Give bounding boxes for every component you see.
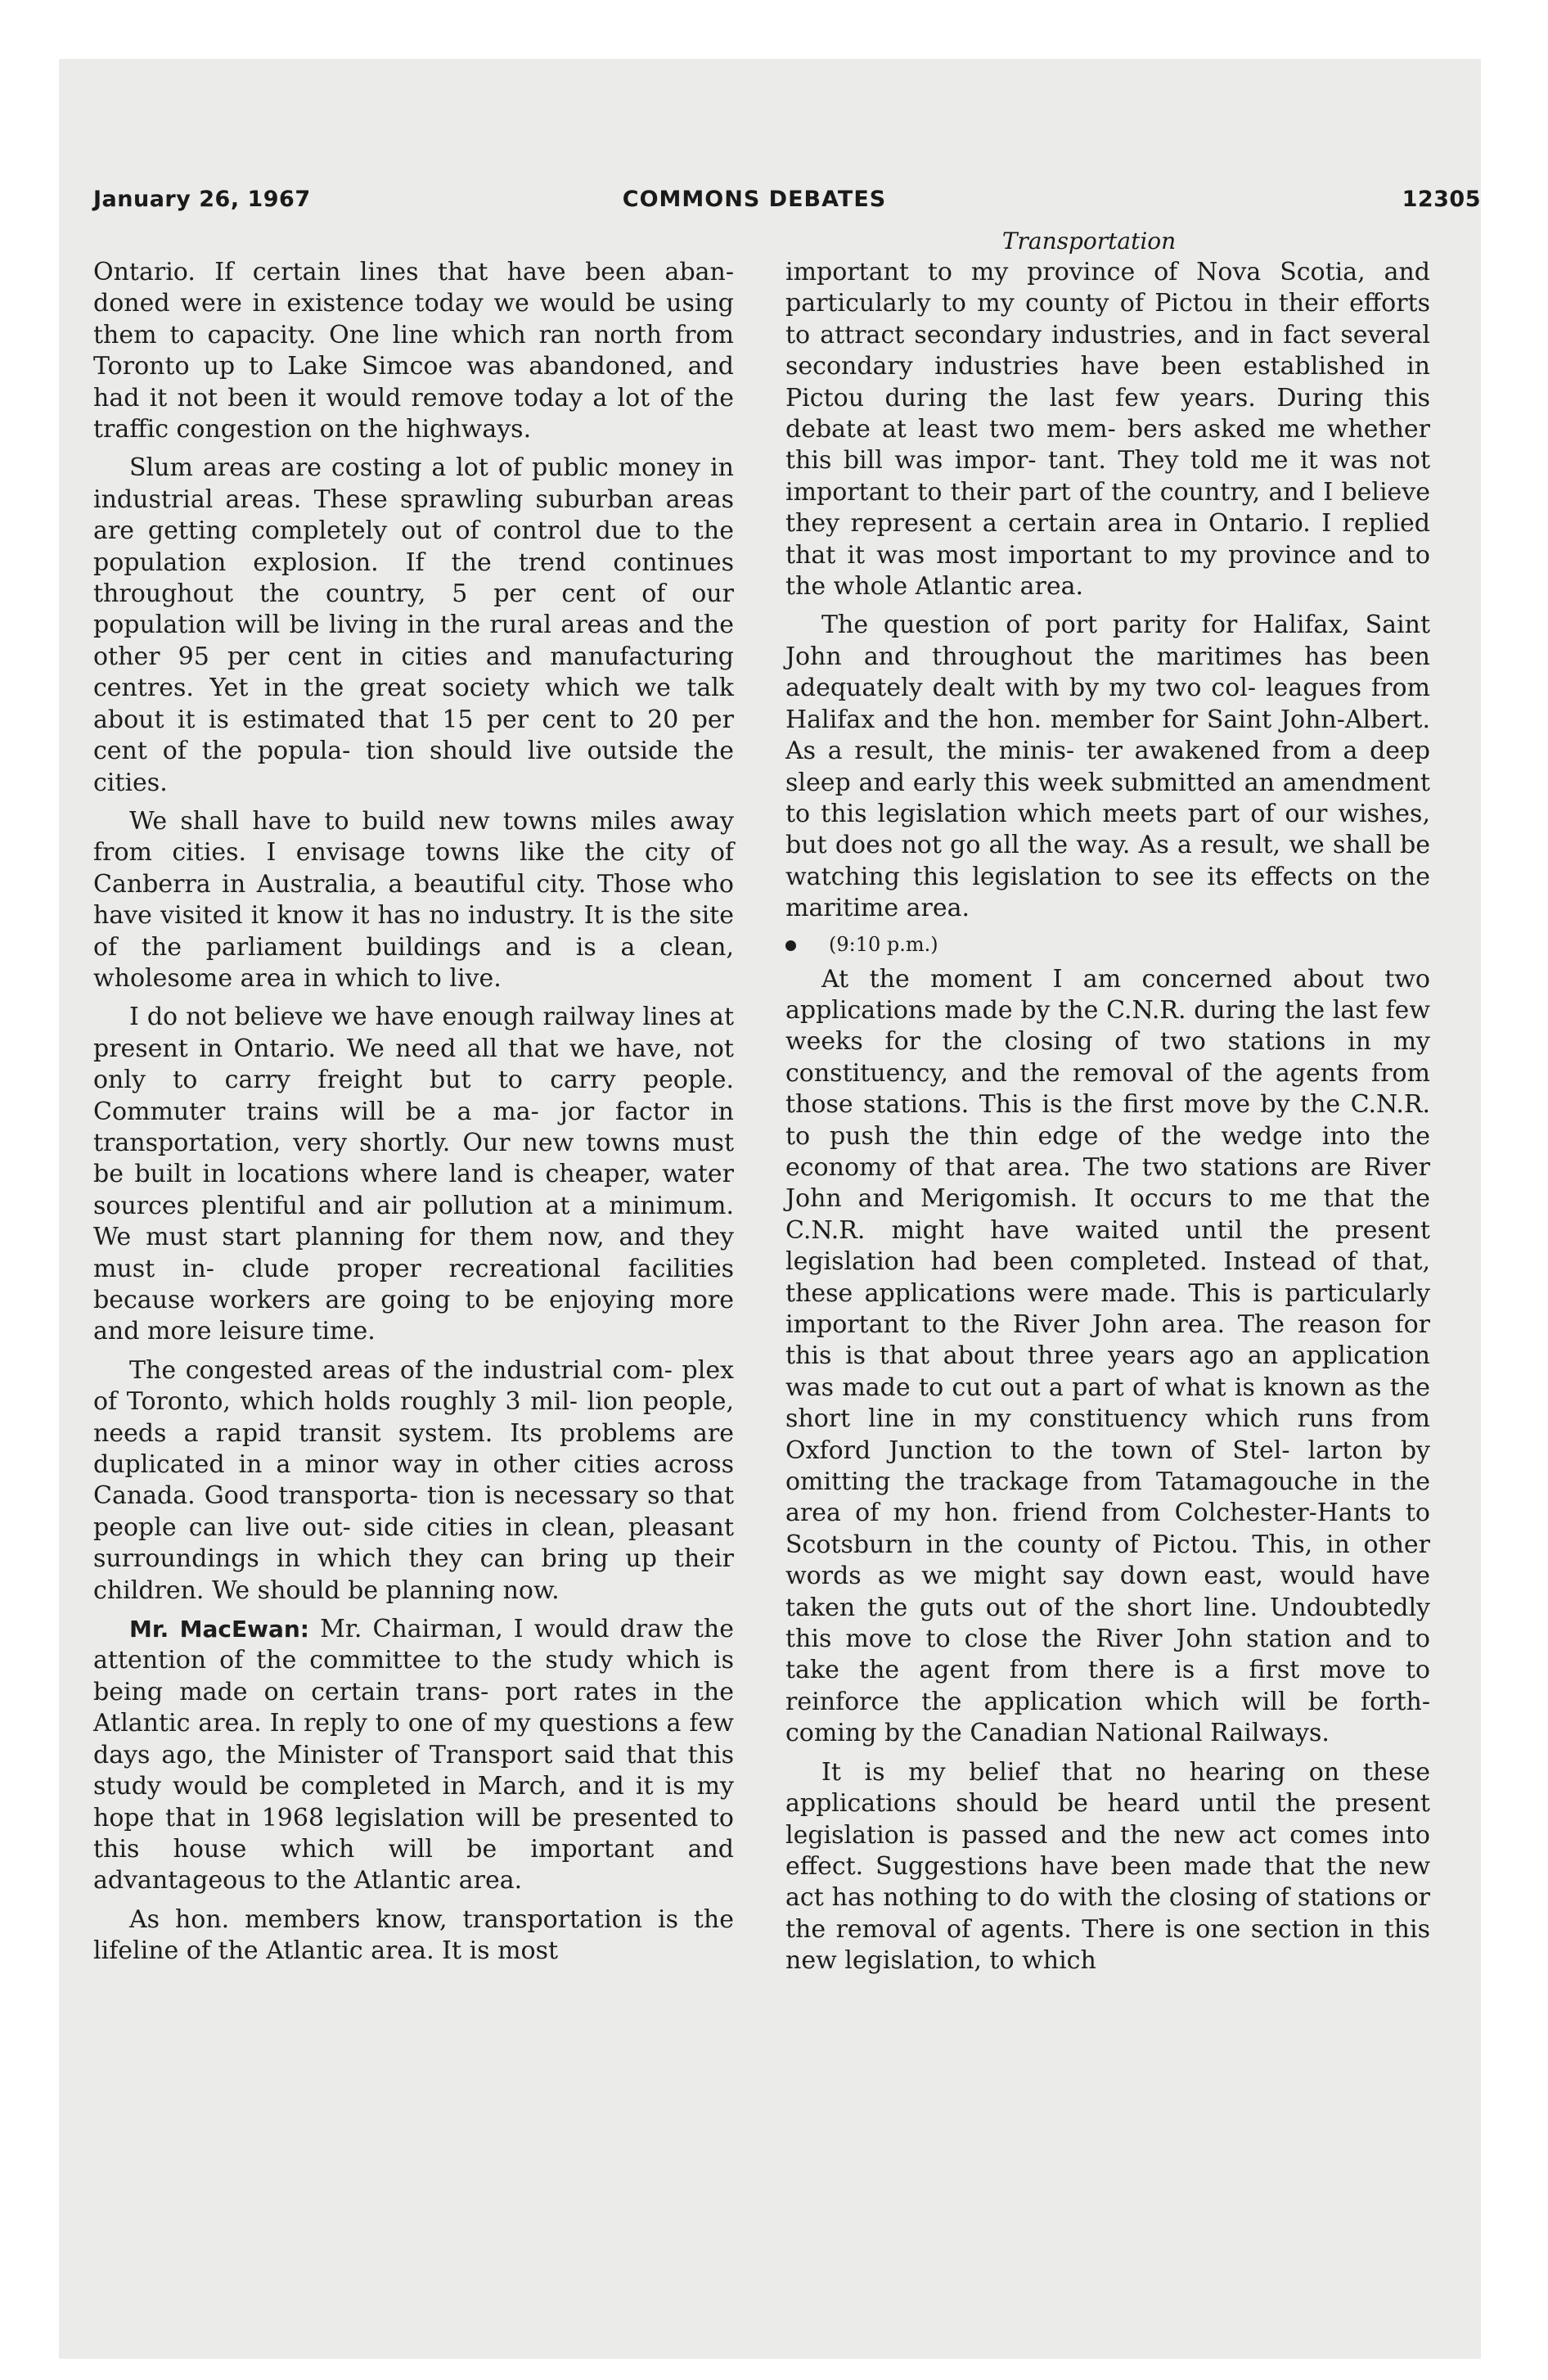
paragraph: At the moment I am concerned about two applications made by the C.N.R. during the last few weeks for the closing of two stations in my constituency, and the removal of the agents from those stations. This is the first move by the C.N.R. to push the thin edge of the wedge into the economy of that area. The two stations are River John and Merigomish. It occurs to me that the C.N.R. might have waited until the present legislation had been completed. Instead of that, these applications were made. This is particularly important to the River John area. The reason for this is that about three years ago an application was made to cut out a part of what is known as the short line in my constituency which runs from Oxford Junction to the town of Stel- larton by omitting the trackage from Tatamagouche in the area of my hon. friend from Colchester-Hants to Scotsburn in the county of Pictou. This, in other words as we might say down east, would have taken the guts out of the short line. Undoubtedly this move to close the River John station and to take the agent from there is a first move to reinforce the application which will be forth- coming by the Canadian National Railways. (785, 964, 1430, 1748)
paragraph: We shall have to build new towns miles away from cities. I envisage towns like the city of Canberra in Australia, a beautiful city. Those who have visited it know it has no industry. It is the site of the parliament buildings and is a clean, wholesome area in which to live. (93, 806, 734, 993)
paragraph: It is my belief that no hearing on these applications should be heard until the present legislation is passed and the new act comes into effect. Suggestions have been made that the new act has nothing to do with the closing of stations or the removal of agents. There is one section in this new legislation, to which (785, 1757, 1430, 1976)
header-title: COMMONS DEBATES (622, 187, 887, 212)
time-stamp-text: (9:10 p.m.) (829, 932, 938, 956)
bullet-icon (785, 940, 796, 951)
paragraph: The question of port parity for Halifax, Saint John and throughout the maritimes has been adequately dealt with by my two col- leagues from Halifax and the hon. member for Saint John-Albert. As a result, the minis- ter awakened from a deep sleep and early this week submitted an amendment to this legislation which meets part of our wishes, but does not go all the way. As a result, we shall be watching this legislation to see its effects on the maritime area. (785, 611, 1430, 923)
header-date: January 26, 1967 (93, 187, 311, 212)
paragraph: important to my province of Nova Scotia, and particularly to my county of Pictou in their efforts to attract secondary industries, and in fact several secondary industries have been established in Pictou during the last few years. During this debate at least two mem- bers asked me whether this bill was impor- tant. They told me it was not important to their part of the country, and I believe they represent a certain area in Ontario. I replied that it was most important to my province and to the whole Atlantic area. (785, 258, 1430, 602)
paragraph: Ontario. If certain lines that have been aban- doned were in existence today we would be using them to capacity. One line which ran north from Toronto up to Lake Simcoe was abandoned, and had it not been it would remove today a lot of the traffic congestion on the highways. (93, 258, 734, 444)
speaker-name: Mr. MacEwan: (129, 1616, 309, 1643)
paragraph: As hon. members know, transportation is the lifeline of the Atlantic area. It is most (93, 1904, 734, 1966)
paragraph (93, 1614, 734, 1897)
left-column (93, 257, 734, 1975)
running-head: Transportation (1001, 228, 1177, 255)
document-page (59, 59, 1481, 2359)
page-number: 12305 (1402, 187, 1481, 212)
paragraph: The congested areas of the industrial com- plex of Toronto, which holds roughly 3 mil- lion people, needs a rapid transit system. Its problems are duplicated in a minor way in other cities across Canada. Good transporta- tion is necessary so that people can live out- side cities in clean, pleasant surroundings in which they can bring up their children. We should be planning now. (93, 1355, 734, 1605)
time-stamp (785, 932, 1430, 957)
paragraph: I do not believe we have enough railway lines at present in Ontario. We need all that we have, not only to carry freight but to carry people. Commuter trains will be a ma- jor factor in transportation, very shortly. Our new towns must be built in locations where land is cheaper, water sources plentiful and air pollution at a minimum. We must start planning for them now, and they must in- clude proper recreational facilities because workers are going to be enjoying more and more leisure time. (93, 1003, 734, 1346)
right-column (785, 257, 1430, 1985)
paragraph: Slum areas are costing a lot of public money in industrial areas. These sprawling suburban areas are getting completely out of control due to the population explosion. If the trend continues throughout the country, 5 per cent of our population will be living in the rural areas and the other 95 per cent in cities and manufacturing centres. Yet in the great society which we talk about it is estimated that 15 per cent to 20 per cent of the popula- tion should live outside the cities. (93, 453, 734, 797)
speech-text: Mr. Chairman, I would draw the attention of the committee to the study which is being made on certain trans- port rates in the Atlantic area. In reply to one of my questions a few days ago, the Minister of Transport said that this study would be completed in March, and it is my hope that in 1968 legislation will be presented to this house which will be important and advantageous to the Atlantic area. (93, 1615, 734, 1895)
